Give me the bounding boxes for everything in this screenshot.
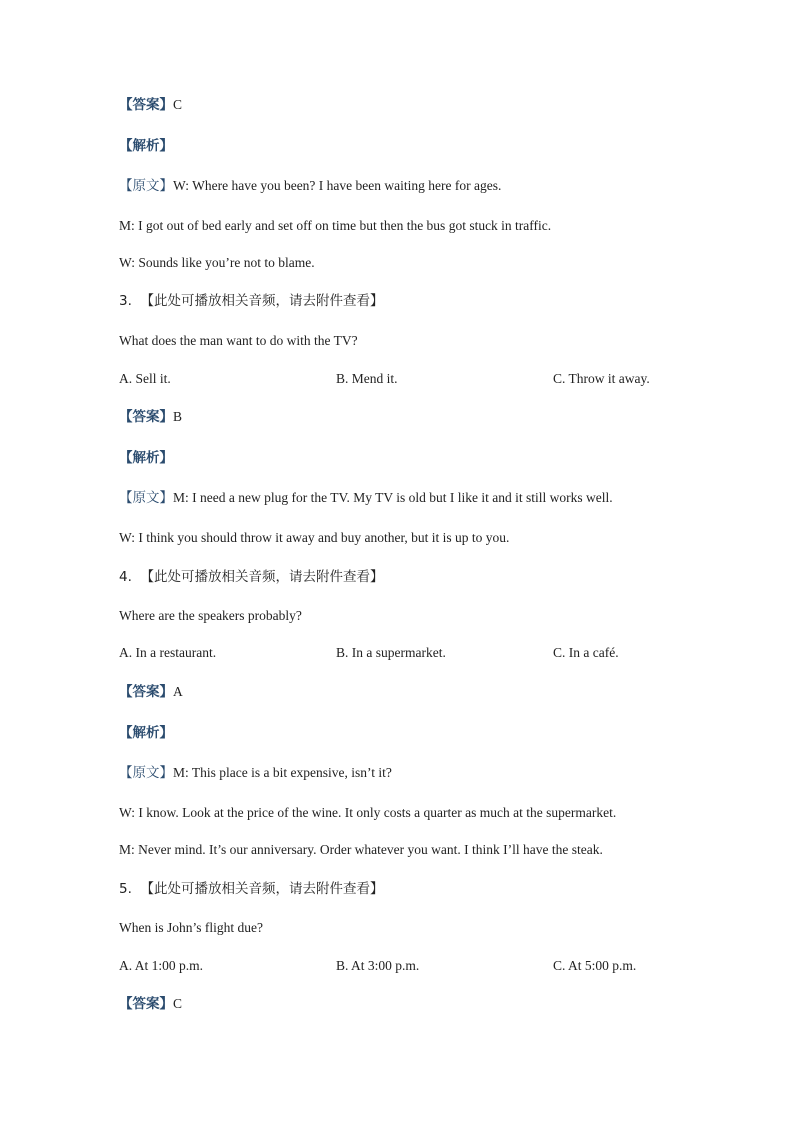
question-number: 5. — [119, 881, 132, 897]
question-number: 4. — [119, 569, 132, 585]
question-header — [119, 880, 383, 898]
option-c: C. Throw it away. — [553, 371, 650, 386]
dialogue-line: M: Never mind. It’s our anniversary. Order whatever you want. I think I’ll have the steak. — [119, 842, 603, 857]
question-header — [119, 292, 383, 310]
answer-value: A — [173, 684, 183, 699]
dialogue-line: W: I know. Look at the price of the wine. It only costs a quarter as much at the supermarket. — [119, 805, 617, 820]
audio-note[interactable]: 【此处可播放相关音频，请去附件查看】 — [140, 569, 384, 585]
analysis-line — [119, 137, 173, 155]
question-text: When is John’s flight due? — [119, 920, 263, 935]
answer-line — [119, 408, 182, 426]
option-c: C. At 5:00 p.m. — [553, 958, 637, 973]
original-line — [119, 489, 613, 507]
analysis-tag: 【解析】 — [119, 450, 173, 466]
answer-value: C — [173, 97, 183, 112]
original-text: M: I need a new plug for the TV. My TV is old but I like it and it still works well. — [173, 490, 613, 505]
answer-tag: 【答案】 — [119, 996, 173, 1012]
answer-line — [119, 995, 182, 1013]
audio-note[interactable]: 【此处可播放相关音频，请去附件查看】 — [140, 881, 384, 897]
option-b: B. At 3:00 p.m. — [336, 958, 420, 973]
analysis-line — [119, 724, 173, 742]
original-line — [119, 764, 392, 782]
question-number: 3. — [119, 293, 132, 309]
original-tag: 【原文】 — [119, 490, 173, 506]
answer-line — [119, 683, 183, 701]
option-b: B. In a supermarket. — [336, 645, 446, 660]
option-b: B. Mend it. — [336, 371, 398, 386]
option-a: A. Sell it. — [119, 371, 171, 386]
question-header — [119, 568, 383, 586]
dialogue-line: W: Sounds like you’re not to blame. — [119, 255, 315, 270]
question-text: Where are the speakers probably? — [119, 608, 302, 623]
original-tag: 【原文】 — [119, 178, 173, 194]
answer-tag: 【答案】 — [119, 409, 173, 425]
analysis-line — [119, 449, 173, 467]
analysis-tag: 【解析】 — [119, 725, 173, 741]
question-text: What does the man want to do with the TV? — [119, 333, 358, 348]
dialogue-line: M: I got out of bed early and set off on time but then the bus got stuck in traffic. — [119, 218, 552, 233]
option-a: A. In a restaurant. — [119, 645, 217, 660]
answer-value: C — [173, 996, 183, 1011]
option-a: A. At 1:00 p.m. — [119, 958, 204, 973]
answer-line — [119, 96, 182, 114]
audio-note[interactable]: 【此处可播放相关音频，请去附件查看】 — [140, 293, 384, 309]
option-c: C. In a café. — [553, 645, 619, 660]
original-text: M: This place is a bit expensive, isn’t it? — [173, 765, 392, 780]
original-line — [119, 177, 501, 195]
dialogue-line: W: I think you should throw it away and buy another, but it is up to you. — [119, 530, 510, 545]
original-tag: 【原文】 — [119, 765, 173, 781]
answer-value: B — [173, 409, 183, 424]
original-text: W: Where have you been? I have been waiting here for ages. — [173, 178, 502, 193]
answer-tag: 【答案】 — [119, 684, 173, 700]
answer-tag: 【答案】 — [119, 97, 173, 113]
analysis-tag: 【解析】 — [119, 138, 173, 154]
